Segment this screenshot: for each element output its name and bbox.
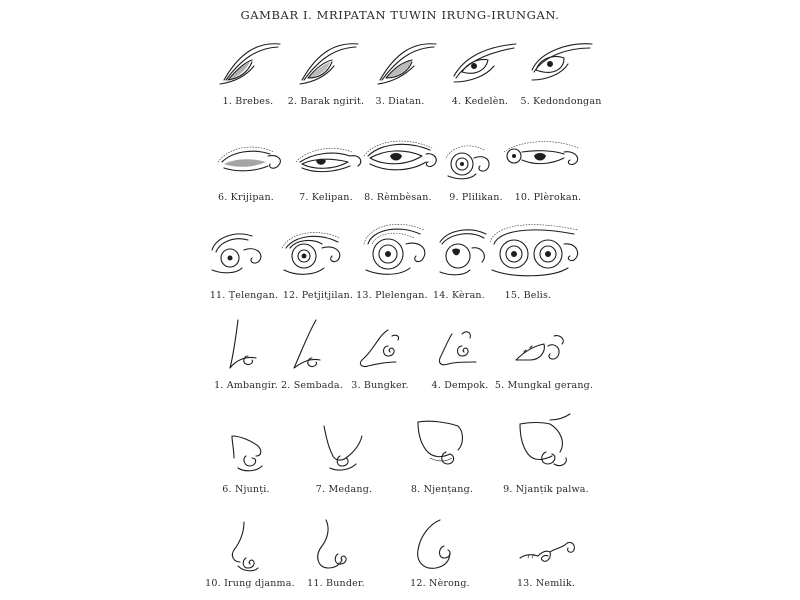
nose-caption: 12. Nèrong. (410, 578, 470, 589)
kelipan-eye-icon (292, 138, 366, 184)
nose-caption: 11. Bunder. (307, 578, 365, 589)
medang-nose-icon (314, 422, 372, 478)
rembesan-eye-icon (360, 134, 442, 184)
ambangir-nose-icon (220, 316, 270, 372)
plelengan-eye-icon (358, 218, 434, 280)
eye-caption: 5. Kedondongan (520, 96, 602, 107)
kedondongan-eye-icon (524, 40, 596, 88)
nose-caption: 6. Njunṭi. (222, 484, 270, 495)
krijipan-eye-icon (212, 138, 286, 184)
njantik-palwa-nose-icon (510, 410, 576, 476)
barak-ngirit-eye-icon (290, 40, 362, 88)
eye-caption: 9. Plilikan. (449, 192, 503, 203)
nerong-nose-icon (410, 516, 464, 574)
petjitjilan-eye-icon (278, 226, 352, 278)
nose-caption: 7. Meḍang. (315, 484, 373, 495)
eye-caption: 2. Barak ngirit. (287, 96, 365, 107)
eye-caption: 7. Kelipan. (299, 192, 353, 203)
nemlik-nose-icon (516, 536, 580, 570)
bunder-nose-icon (308, 516, 358, 574)
nose-caption: 5. Mungkal gerang. (494, 380, 594, 391)
eye-caption: 15. Belis. (504, 290, 552, 301)
eye-caption: 14. Kèran. (433, 290, 485, 301)
diatan-eye-icon (368, 40, 440, 88)
eye-caption: 8. Rèmbèsan. (364, 192, 432, 203)
keran-eye-icon (436, 226, 492, 278)
plilikan-eye-icon (440, 140, 498, 184)
nose-caption: 8. Njenṭang. (410, 484, 474, 495)
eye-caption: 12. Petjitjilan. (282, 290, 354, 301)
page-title: GAMBAR I. MRIPATAN TUWIN IRUNG-IRUNGAN. (240, 8, 560, 22)
belis-eye-icon (486, 218, 582, 280)
njunti-nose-icon (226, 428, 276, 478)
irung-djanma-nose-icon (224, 518, 270, 574)
eye-caption: 10. Plèrokan. (514, 192, 582, 203)
dempok-nose-icon (432, 326, 486, 372)
eye-caption: 13. Plelengan. (356, 290, 428, 301)
eye-caption: 3. Diatan. (375, 96, 425, 107)
bungker-nose-icon (352, 326, 406, 372)
telengan-eye-icon (208, 228, 270, 278)
nose-caption: 2. Sembada. (281, 380, 343, 391)
nose-caption: 13. Nemlik. (516, 578, 576, 589)
nose-caption: 10. Irung djanma. (205, 578, 295, 589)
kedelen-eye-icon (448, 40, 520, 88)
sembada-nose-icon (286, 316, 336, 372)
mungkal-gerang-nose-icon (510, 330, 570, 370)
eye-caption: 11. Ṭelengan. (209, 290, 279, 301)
njentang-nose-icon (410, 418, 470, 476)
brebes-eye-icon (212, 40, 284, 88)
nose-caption: 1. Ambangir. (214, 380, 278, 391)
nose-caption: 3. Bungker. (351, 380, 409, 391)
eye-caption: 1. Brebes. (222, 96, 274, 107)
nose-caption: 9. Njanṭik palwa. (503, 484, 589, 495)
nose-caption: 4. Dempok. (431, 380, 489, 391)
plerokan-eye-icon (500, 136, 584, 182)
eye-caption: 4. Kedelèn. (451, 96, 509, 107)
eye-caption: 6. Krijipan. (217, 192, 275, 203)
